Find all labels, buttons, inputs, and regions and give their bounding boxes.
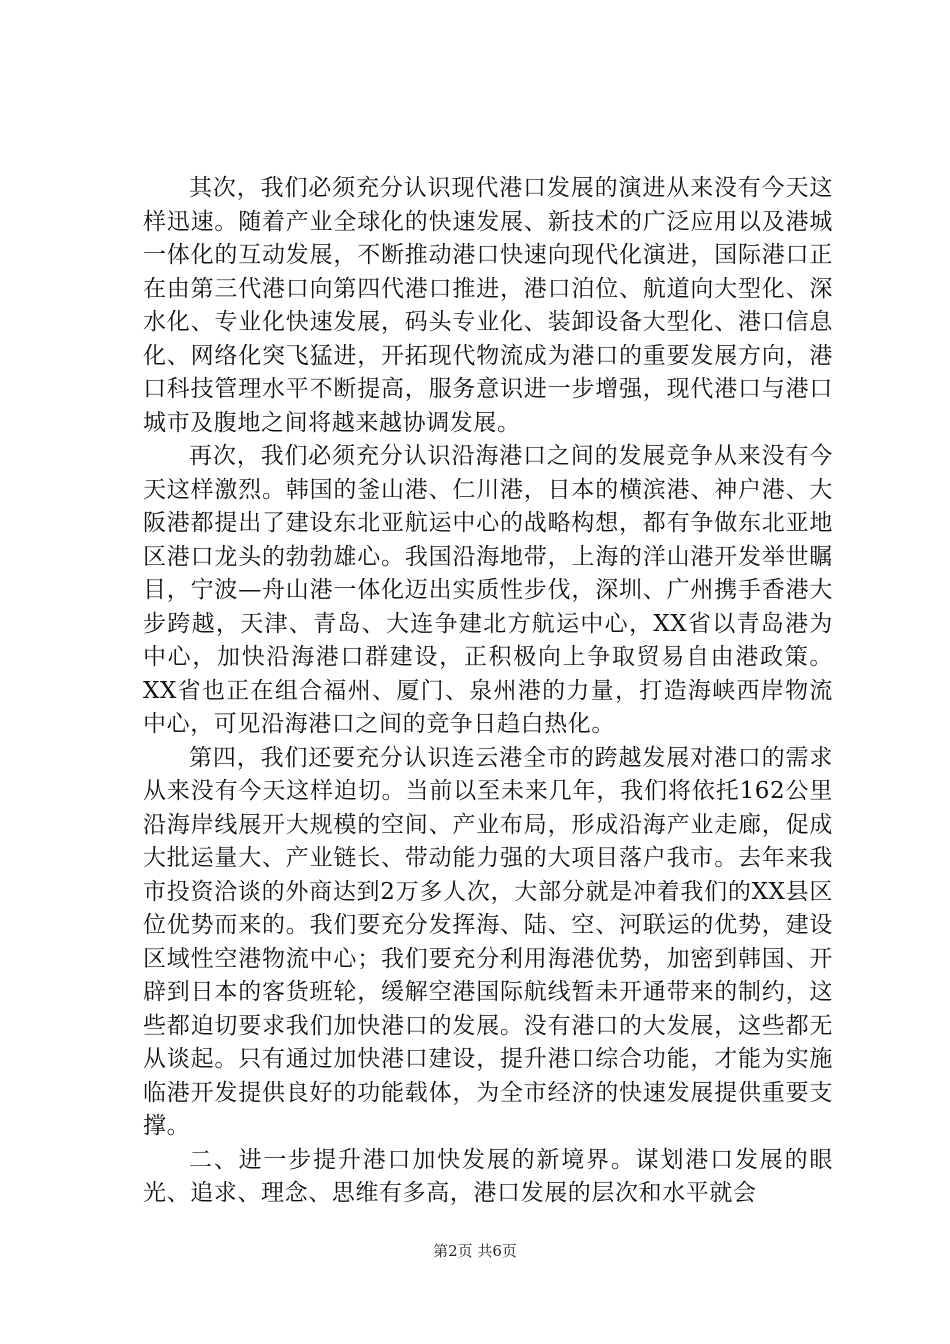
paragraph-5: 二、进一步提升港口加快发展的新境界。谋划港口发展的眼光、追求、理念、思维有多高，港口发展的层次和水平就会 <box>143 1146 833 1206</box>
body-text <box>143 172 833 1211</box>
paragraph-4: 第四，我们还要充分认识连云港全市的跨越发展对港口的需求从来没有今天这样迫切。当前以至未来几年，我们将依托162公里沿海岸线展开大规模的空间、产业布局，形成沿海产业走廊，促成大批运量大、产业链长、带动能力强的大项目落户我市。去年来我市投资洽谈的外商达到2万多人次，大部分就是冲着我们的XX县区位优势而来的。我们要充分发挥海、陆、空、河联运的优势，建设区域性空港物流中心；我们要充分利用海港优势，加密到韩国、开辟到日本的客货班轮，缓解空港国际航线暂未开通带来的制约，这些都迫切要求我们加快港口的发展。没有港口的大发展，这些都无从谈起。只有通过加快港口建设，提升港口综合功能，才能为实施临港开发提供良好的功能载体，为全市经济的快速发展提供重要支撑。 <box>143 744 833 1139</box>
paragraph-3: 再次，我们必须充分认识沿海港口之间的发展竞争从来没有今天这样激烈。韩国的釜山港、仁川港，日本的横滨港、神户港、大阪港都提出了建设东北亚航运中心的战略构想，都有争做东北亚地区港口龙头的勃勃雄心。我国沿海地带，上海的洋山港开发举世瞩目，宁波—舟山港一体化迈出实质性步伐，深圳、广州携手香港大步跨越，天津、青岛、大连争建北方航运中心，XX省以青岛港为中心，加快沿海港口群建设，正积极向上争取贸易自由港政策。XX省也正在组合福州、厦门、泉州港的力量，打造海峡西岸物流中心，可见沿海港口之间的竞争日趋白热化。 <box>143 443 833 737</box>
page-footer: 第2页 共6页 <box>433 1242 517 1260</box>
paragraph-2: 其次，我们必须充分认识现代港口发展的演进从来没有今天这样迅速。随着产业全球化的快速发展、新技术的广泛应用以及港城一体化的互动发展，不断推动港口快速向现代化演进，国际港口正在由第三代港口向第四代港口推进，港口泊位、航道向大型化、深水化、专业化快速发展，码头专业化、装卸设备大型化、港口信息化、网络化突飞猛进，开拓现代物流成为港口的重要发展方向，港口科技管理水平不断提高，服务意识进一步增强，现代港口与港口城市及腹地之间将越来越协调发展。 <box>143 175 833 436</box>
